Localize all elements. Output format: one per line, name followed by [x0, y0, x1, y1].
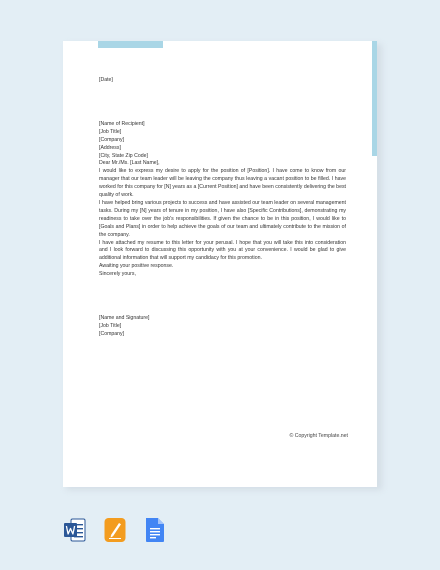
copyright-text: © Copyright Template.net — [289, 433, 348, 439]
salutation: Dear Mr./Ms. [Last Name], — [99, 160, 160, 167]
paragraph-intro: I would like to express my desire to apply for the position of [Position]. I have come to know from our manager that our team leader will be leaving the company thus leaving a vacant position to be filled. I have worked for this company for [N] years as a [Current Position] and have been consistently delivering the best quality of work. — [99, 168, 346, 199]
paragraph-resume: I have attached my resume to this letter for your perusal. I hope that you will take this into consideration and I look forward to discussing this opportunity with you at your convenience. I would be glad to give additional information that will support my candidacy for this promotion. — [99, 239, 346, 262]
accent-bar-right — [372, 41, 377, 156]
letter-body — [99, 77, 346, 339]
word-icon[interactable] — [64, 517, 86, 543]
paragraph-experience: I have helped bring various projects to success and have assisted our team leader on several management tasks. During my [N] years of tenure in my position, I have also [Specific Contributions], demonstrating my readiness to take over the job's responsibilities. If given the chance to be in this position, I would like to [Goals and Plans] in order to help achieve the goals of our team and ultimately contribute to the mission of the company. — [99, 199, 346, 238]
pages-icon[interactable] — [104, 517, 126, 543]
signature-company: [Company] — [99, 330, 125, 337]
accent-bar-top — [98, 41, 163, 48]
recipient-job-title: [Job Title] — [99, 128, 122, 135]
recipient-company: [Company] — [99, 136, 125, 143]
closing: Sincerely yours, — [99, 271, 136, 278]
paragraph-closing-line: Awaiting your positive response. — [99, 263, 174, 270]
recipient-city: [City, State Zip Code] — [99, 152, 148, 159]
recipient-block — [99, 121, 346, 161]
signature-job-title: [Job Title] — [99, 322, 122, 329]
recipient-name: [Name of Recipient] — [99, 120, 145, 127]
letter-date: [Date] — [99, 77, 113, 83]
letter-page — [63, 41, 377, 487]
google-docs-icon[interactable] — [144, 517, 166, 543]
signature-block — [99, 315, 346, 339]
recipient-address: [Address] — [99, 144, 121, 151]
signature-name: [Name and Signature] — [99, 315, 150, 322]
